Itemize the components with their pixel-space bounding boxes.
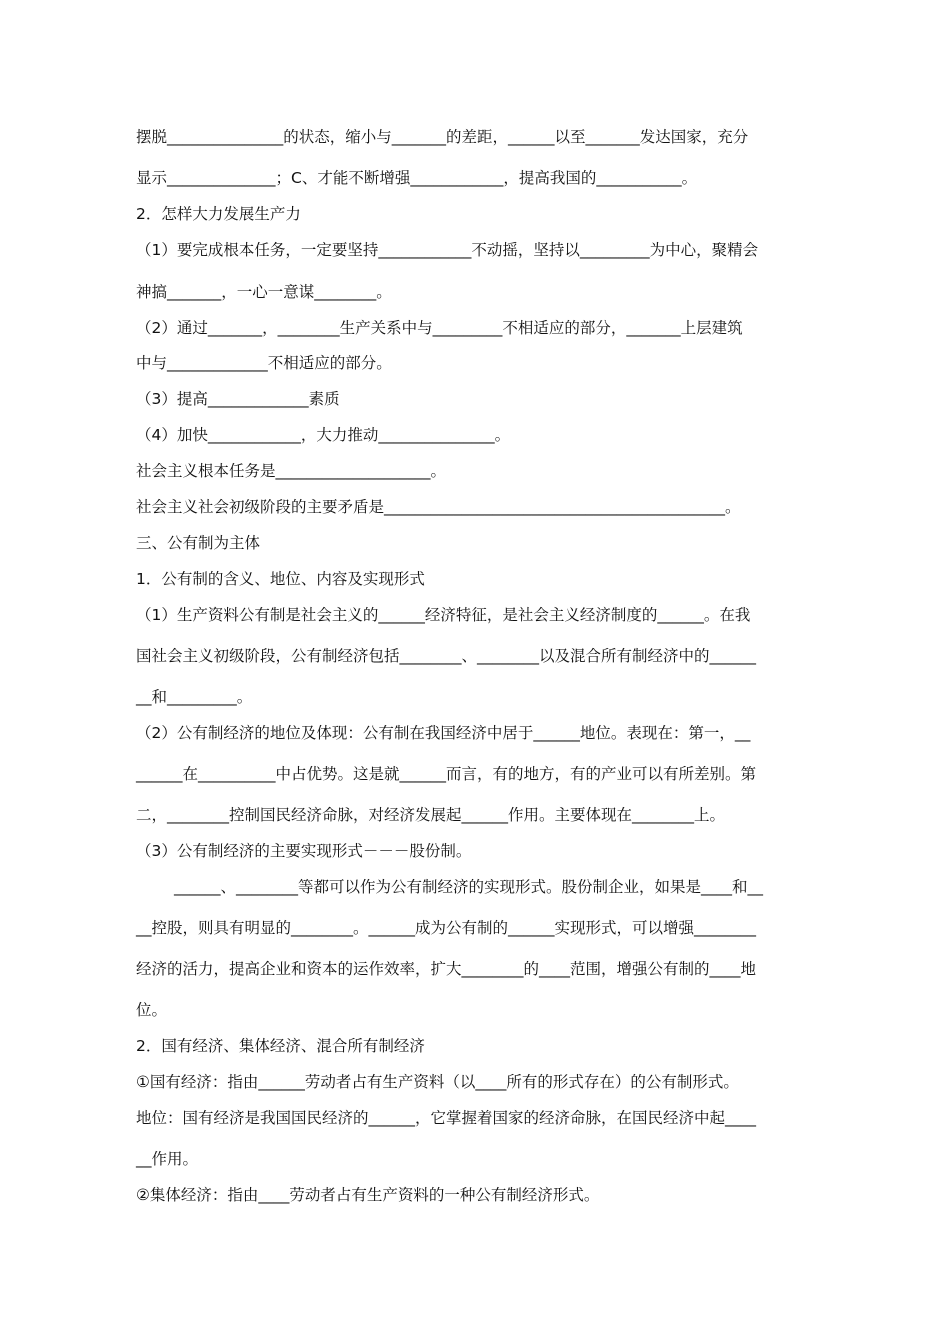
text-line: 二，________控制国民经济命脉，对经济发展起______作用。主要体现在________上。	[136, 806, 726, 824]
section-heading: 2．国有经济、集体经济、混合所有制经济	[136, 1037, 425, 1055]
text-line: __控股，则具有明显的________。______成为公有制的______实现形式，可以增强________	[136, 919, 757, 937]
text-line: （4）加快____________，大力推动_______________。	[136, 426, 511, 444]
text-line: 社会主义社会初级阶段的主要矛盾是____________________________________________。	[136, 498, 741, 516]
text-line: （2）公有制经济的地位及体现：公有制在我国经济中居于______地位。表现在：第一，__	[136, 724, 751, 742]
text-line: 中与_____________不相适应的部分。	[136, 354, 392, 372]
text-line: （1）生产资料公有制是社会主义的______经济特征，是社会主义经济制度的______。在我	[136, 606, 751, 624]
section-heading: 2．怎样大力发展生产力	[136, 205, 301, 223]
text-line: （1）要完成根本任务，一定要坚持____________不动摇，坚持以_________为中心，聚精会	[136, 241, 759, 259]
text-line: 神搞_______，一心一意谋________。	[136, 283, 392, 301]
text-line: ______、________等都可以作为公有制经济的实现形式。股份制企业，如果是____和__	[174, 878, 764, 896]
text-line: 摆脱_______________的状态，缩小与_______的差距，______以至_______发达国家，充分	[136, 128, 749, 146]
text-line: ②集体经济：指由____劳动者占有生产资料的一种公有制经济形式。	[136, 1186, 600, 1204]
text-line: 地位：国有经济是我国国民经济的______，它掌握着国家的经济命脉，在国民经济中起____	[136, 1109, 757, 1127]
section-heading: 1．公有制的含义、地位、内容及实现形式	[136, 570, 425, 588]
text-line: 国社会主义初级阶段，公有制经济包括________、________以及混合所有制经济中的______	[136, 647, 757, 665]
text-line: ______在__________中占优势。这是就______而言，有的地方，有的产业可以有所差别。第	[136, 765, 757, 783]
text-line: 社会主义根本任务是____________________。	[136, 462, 447, 480]
text-line: （3）提高_____________素质	[136, 390, 340, 408]
text-line: ①国有经济：指由______劳动者占有生产资料（以____所有的形式存在）的公有制形式。	[136, 1073, 739, 1091]
text-line: 经济的活力，提高企业和资本的运作效率，扩大________的____范围，增强公有制的____地	[136, 960, 757, 978]
section-heading: 三、公有制为主体	[136, 534, 261, 552]
text-line: （3）公有制经济的主要实现形式－－－股份制。	[136, 842, 472, 860]
text-line: 显示______________；C、才能不断增强____________，提高我国的___________。	[136, 169, 698, 187]
text-line: （2）通过_______，________生产关系中与_________不相适应的部分，_______上层建筑	[136, 319, 743, 337]
text-line: 位。	[136, 1001, 168, 1019]
text-line: __和_________。	[136, 688, 253, 706]
text-line: __作用。	[136, 1150, 199, 1168]
